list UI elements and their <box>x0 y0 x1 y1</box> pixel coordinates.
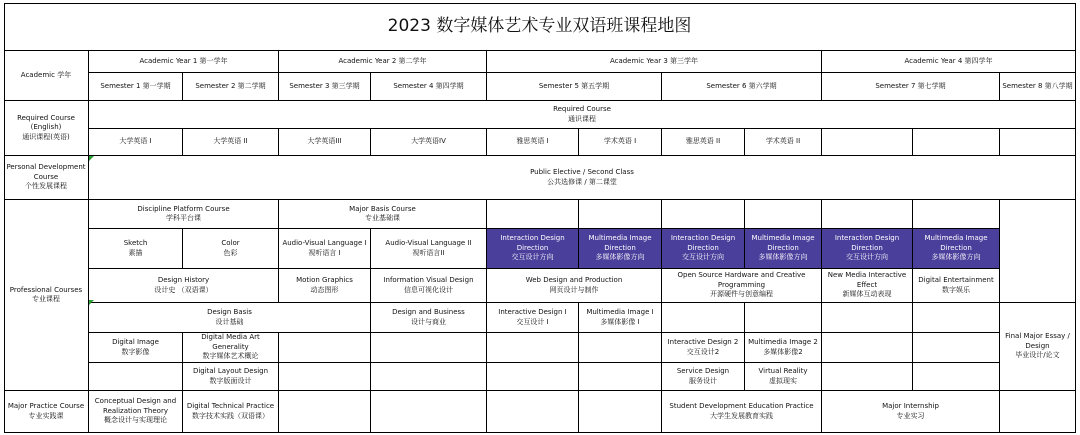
course-digital-media-art-generality-line: 数字媒体艺术概论 <box>202 352 259 361</box>
row-header-professional <box>4 200 89 391</box>
empty-cell <box>913 303 1000 333</box>
empty-cell <box>487 333 579 363</box>
empty-cell <box>822 363 913 391</box>
course-digital-technical-practice <box>183 391 279 433</box>
empty-cell <box>89 363 183 391</box>
course-audio-visual-2 <box>371 229 487 269</box>
course-multimedia-image-2-line: 多媒体影像2 <box>763 347 803 356</box>
course-audio-visual-1-line: Audio-Visual Language I <box>282 239 367 248</box>
row-header-professional-line: 专业课程 <box>32 295 60 303</box>
interaction-design-direction <box>662 229 745 269</box>
interaction-design-direction <box>822 229 913 269</box>
course-digital-layout-design <box>183 363 279 391</box>
semester-header: Semester 3 第三学期 <box>279 73 371 101</box>
english-course: 学术英语 I <box>579 129 662 156</box>
major-basis-course-line: 专业基础课 <box>365 214 400 222</box>
comment-marker-icon <box>89 300 94 305</box>
major-basis-course-line: Major Basis Course <box>349 204 416 213</box>
course-web-design <box>487 269 662 303</box>
interaction-design-direction <box>487 229 579 269</box>
semester-header: Semester 7 第七学期 <box>822 73 1000 101</box>
course-open-source-hardware-line: 开源硬件与创意编程 <box>710 290 773 299</box>
course-digital-entertainment-line: Digital Entertainment <box>918 276 994 285</box>
interaction-design-direction-line: Interaction Design Direction <box>834 234 900 252</box>
empty-cell <box>822 129 913 156</box>
english-course: 雅思英语 I <box>487 129 579 156</box>
course-virtual-reality <box>745 363 822 391</box>
course-digital-media-art-generality-line: Digital Media Art Generality <box>201 333 260 351</box>
english-course: 学术英语 II <box>745 129 822 156</box>
english-course: 大学英语III <box>279 129 371 156</box>
row-header-professional-line: Professional Courses <box>9 285 83 294</box>
row-header-required-line: Required Course (English) <box>17 113 75 132</box>
course-multimedia-image-1-line: 多媒体影像 I <box>600 317 640 326</box>
course-web-design-line: Web Design and Production <box>525 276 623 285</box>
row-header-academic: Academic 学年 <box>4 51 89 101</box>
row-header-practice <box>4 391 89 433</box>
empty-cell <box>745 303 822 333</box>
empty-cell <box>662 200 745 229</box>
course-audio-visual-1-line: 视听语言 I <box>308 248 341 257</box>
empty-cell <box>662 303 745 333</box>
semester-header: Semester 2 第二学期 <box>183 73 279 101</box>
row-header-personal-line: 个性发展课程 <box>25 182 67 191</box>
multimedia-image-direction-line: Direction <box>940 243 972 252</box>
multimedia-image-direction-line: Multimedia Image <box>751 234 815 243</box>
empty-cell <box>371 363 487 391</box>
course-service-design-line: Service Design <box>676 367 730 376</box>
interaction-design-direction-line: 交互设计方向 <box>682 253 724 262</box>
empty-cell <box>487 363 579 391</box>
multimedia-image-direction-line: 多媒体影像方向 <box>931 253 981 262</box>
course-open-source-hardware <box>662 269 822 303</box>
page-title: 2023 数字媒体艺术专业双语班课程地图 <box>4 3 1076 51</box>
course-color-line: Color <box>221 239 240 248</box>
comment-marker-icon <box>89 156 94 161</box>
course-service-design <box>662 363 745 391</box>
multimedia-image-direction-line: Multimedia Image Direction <box>588 234 652 252</box>
interaction-design-direction-line: Interaction Design <box>500 234 565 243</box>
course-major-internship-line: 专业实习 <box>896 411 925 420</box>
course-final-major-essay-line: Final Major Essay / <box>1005 332 1070 341</box>
course-sketch-line: 素描 <box>128 248 143 257</box>
empty-cell <box>822 303 913 333</box>
course-design-basis <box>89 303 371 333</box>
interaction-design-direction-line: 交互设计方向 <box>846 253 888 262</box>
course-digital-media-art-generality <box>183 333 279 363</box>
course-design-basis-line: 设计基础 <box>215 317 244 326</box>
required-course-header <box>89 101 1076 129</box>
empty-cell <box>579 200 662 229</box>
course-color <box>183 229 279 269</box>
empty-cell <box>279 333 371 363</box>
year-header: Academic Year 4 第四学年 <box>822 51 1076 73</box>
course-design-business <box>371 303 487 333</box>
year-header: Academic Year 3 第三学年 <box>487 51 822 73</box>
course-multimedia-image-2 <box>745 333 822 363</box>
required-course-header-line: 通识课程 <box>568 114 596 123</box>
empty-cell <box>579 363 662 391</box>
multimedia-image-direction <box>579 229 662 269</box>
empty-cell <box>913 129 1000 156</box>
interaction-design-direction-line: Interaction Design <box>670 234 736 243</box>
course-design-history-line: Design History <box>157 276 210 285</box>
course-digital-image-line: 数字影像 <box>121 347 150 356</box>
course-digital-entertainment-line: 数字娱乐 <box>942 285 970 294</box>
course-design-business-line: 设计与商业 <box>411 317 446 326</box>
empty-cell <box>579 391 662 433</box>
course-digital-layout-design-line: 数字版面设计 <box>209 376 252 385</box>
semester-header: Semester 8 第八学期 <box>1000 73 1076 101</box>
discipline-platform-course-line: 学科平台课 <box>166 214 201 222</box>
course-new-media-interactive-line: Effect <box>856 280 878 289</box>
course-motion-graphics-line: 动态图形 <box>310 285 339 294</box>
course-digital-image-line: Digital Image <box>112 338 159 347</box>
year-header: Academic Year 1 第一学年 <box>89 51 279 73</box>
row-header-personal-line: Course <box>33 172 59 181</box>
course-final-major-essay-line: 毕业设计/论文 <box>1015 351 1060 360</box>
course-student-development-practice <box>662 391 822 433</box>
discipline-platform-course <box>89 200 279 229</box>
interaction-design-direction-line: Direction <box>516 243 549 252</box>
course-information-visual-design <box>371 269 487 303</box>
empty-cell <box>822 200 913 229</box>
course-interactive-design-1-line: 交互设计 I <box>516 317 549 326</box>
course-audio-visual-2-line: 视听语言II <box>412 248 445 257</box>
course-virtual-reality-line: 虚拟现实 <box>769 376 797 385</box>
personal-development-course-line: 公共选修课 / 第二课堂 <box>547 177 617 186</box>
row-header-personal <box>4 156 89 200</box>
empty-cell <box>487 391 579 433</box>
course-color-line: 色彩 <box>223 248 238 257</box>
course-conceptual-design-line: 概念设计与实现理论 <box>104 416 167 425</box>
empty-cell <box>913 363 1000 391</box>
course-sketch <box>89 229 183 269</box>
empty-cell <box>371 333 487 363</box>
semester-header: Semester 4 第四学期 <box>371 73 487 101</box>
row-header-practice-line: Major Practice Course <box>7 402 85 411</box>
row-header-practice-line: 专业实践课 <box>28 411 64 420</box>
course-conceptual-design-line: Conceptual Design and <box>94 397 177 406</box>
major-basis-course <box>279 200 487 229</box>
course-motion-graphics <box>279 269 371 303</box>
course-conceptual-design-line: Realization Theory <box>103 406 168 415</box>
interaction-design-direction-line: 交互设计方向 <box>511 253 554 262</box>
required-course-header-line: Required Course <box>553 105 611 114</box>
empty-cell <box>822 333 913 363</box>
english-course: 大学英语IV <box>371 129 487 156</box>
multimedia-image-direction <box>913 229 1000 269</box>
course-design-history-line: 设计史 （双语课） <box>154 285 213 294</box>
course-web-design-line: 网页设计与制作 <box>549 285 599 294</box>
course-digital-layout-design-line: Digital Layout Design <box>192 367 269 376</box>
course-information-visual-design-line: Information Visual Design <box>383 276 474 285</box>
course-final-major-essay-line: Design <box>1025 341 1050 350</box>
course-design-history <box>89 269 279 303</box>
course-interactive-design-2-line: Interactive Design 2 <box>667 338 739 347</box>
course-multimedia-image-2-line: Multimedia Image 2 <box>748 338 818 347</box>
interaction-design-direction-line: Direction <box>687 243 719 252</box>
course-audio-visual-2-line: Audio-Visual Language II <box>385 239 472 248</box>
empty-cell <box>487 200 579 229</box>
empty-cell <box>1000 129 1076 156</box>
course-new-media-interactive-line: 新媒体互动表现 <box>842 290 892 299</box>
semester-header: Semester 5 第五学期 <box>487 73 662 101</box>
row-header-personal-line: Personal Development <box>6 163 86 172</box>
semester-header: Semester 1 第一学期 <box>89 73 183 101</box>
empty-cell <box>279 391 371 433</box>
empty-cell <box>1000 391 1076 433</box>
row-header-required <box>4 101 89 156</box>
course-sketch-line: Sketch <box>123 239 148 248</box>
multimedia-image-direction <box>745 229 822 269</box>
empty-cell <box>745 200 822 229</box>
multimedia-image-direction-line: 多媒体影像方向 <box>595 253 645 262</box>
course-information-visual-design-line: 信息可视化设计 <box>404 285 453 294</box>
course-audio-visual-1 <box>279 229 371 269</box>
empty-cell <box>1000 200 1076 303</box>
personal-development-course <box>89 156 1076 200</box>
course-open-source-hardware-line: Open Source Hardware and Creative Programming <box>677 271 806 289</box>
english-course: 大学英语 I <box>89 129 183 156</box>
empty-cell <box>913 333 1000 363</box>
course-digital-technical-practice-line: Digital Technical Practice <box>186 402 275 411</box>
course-multimedia-image-1 <box>579 303 662 333</box>
course-student-development-practice-line: 大学生发展教育实践 <box>710 411 773 420</box>
course-major-internship <box>822 391 1000 433</box>
course-design-basis-line: Design Basis <box>207 308 252 317</box>
course-major-internship-line: Major Internship <box>882 402 939 411</box>
course-interactive-design-2 <box>662 333 745 363</box>
course-digital-entertainment <box>913 269 1000 303</box>
course-student-development-practice-line: Student Development Education Practice <box>669 402 814 411</box>
course-interactive-design-1 <box>487 303 579 333</box>
discipline-platform-course-line: Discipline Platform Course <box>137 204 230 213</box>
course-new-media-interactive-line: New Media Interactive <box>827 271 907 280</box>
personal-development-course-line: Public Elective / Second Class <box>530 168 634 177</box>
course-virtual-reality-line: Virtual Reality <box>758 367 808 376</box>
course-digital-image <box>89 333 183 363</box>
course-new-media-interactive <box>822 269 913 303</box>
course-interactive-design-2-line: 交互设计2 <box>686 347 720 356</box>
empty-cell <box>371 391 487 433</box>
course-motion-graphics-line: Motion Graphics <box>296 276 353 285</box>
course-interactive-design-1-line: Interactive Design I <box>498 308 567 317</box>
course-design-business-line: Design and Business <box>392 308 465 317</box>
course-final-major-essay <box>1000 303 1076 391</box>
course-multimedia-image-1-line: Multimedia Image I <box>586 308 654 317</box>
multimedia-image-direction-line: Multimedia Image <box>924 234 988 243</box>
semester-header: Semester 6 第六学期 <box>662 73 822 101</box>
year-header: Academic Year 2 第二学年 <box>279 51 487 73</box>
english-course: 雅思英语 II <box>662 129 745 156</box>
english-course: 大学英语 II <box>183 129 279 156</box>
multimedia-image-direction-line: 多媒体影像方向 <box>758 253 808 262</box>
multimedia-image-direction-line: Direction <box>767 243 799 252</box>
course-conceptual-design <box>89 391 183 433</box>
row-header-required-line: 通识课程(英语) <box>22 132 70 141</box>
course-digital-technical-practice-line: 数字技术实践（双语课） <box>192 411 269 420</box>
empty-cell <box>279 363 371 391</box>
empty-cell <box>579 333 662 363</box>
empty-cell <box>913 200 1000 229</box>
course-service-design-line: 服务设计 <box>689 376 717 385</box>
